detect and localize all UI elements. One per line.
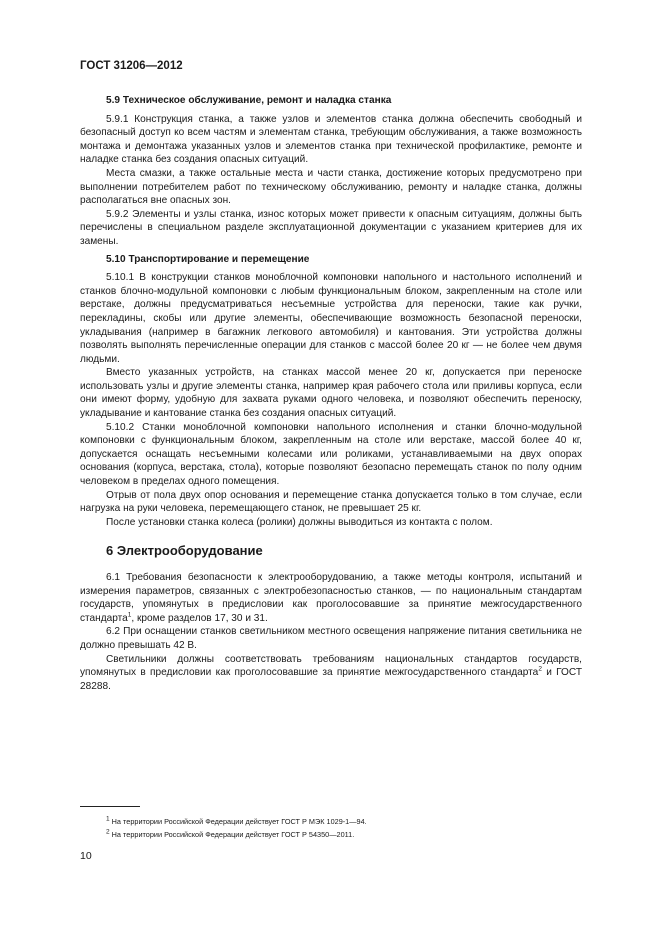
footnote-separator — [80, 806, 140, 807]
paragraph-5-10-1: 5.10.1 В конструкции станков моноблочной компоновки напольного и настольного исполнений и станков блочно-модульной компоновки с любым функциональным блоком, закрепленным на столе или верстаке, должны предусматриваться несъемные устройства для переноски, такие как ручки, перекладины, скобы или другие элементы, обеспечивающие возможность безопасной переноски, укладывания (например в багажник легкового автомобиля) и кантования. Эти устройства должны позволять выполнять перечисленные операции для станков с массой более 20 кг — не более чем двумя людьми. — [80, 272, 582, 365]
paragraph-5-9-1-cont: Места смазки, а также остальные места и части станка, достижение которых предусмотрено при выполнении потребителем работ по техническому обслуживанию, ремонту и наладке станка, должны располагаться вне опасных зон. — [80, 167, 582, 207]
paragraph-6-2-cont-tail: и ГОСТ 28288. — [80, 667, 583, 692]
paragraph-6-1-text: 6.1 Требования безопасности к электрооборудованию, а также методы контроля, испытаний и измерения параметров, связанных с электробезопасностью станков, — по национальным стандартам государств, упомянутых в предисловии как проголосовавшие за принятие межгосударственного стандарта — [80, 572, 582, 624]
paragraph-5-10-2-end: После установки станка колеса (ролики) должны выводиться из контакта с полом. — [106, 516, 493, 528]
footnote-1-mark: 1 — [106, 815, 110, 823]
paragraph-5-10-2-cont: Отрыв от пола двух опор основания и перемещение станка допускается только в том случае, если нагрузка на руки человека, перемещающего станок, не превышает 25 кг. — [80, 489, 582, 515]
section-6-title: 6 Электрооборудование — [106, 543, 263, 559]
footnote-2-mark: 2 — [106, 828, 110, 836]
page-number: 10 — [80, 850, 92, 862]
section-5-10-title: 5.10 Транспортирование и перемещение — [106, 253, 310, 265]
paragraph-6-2: 6.2 При оснащении станков светильником местного освещения напряжение питания светильника не должно превышать 42 В. — [80, 626, 582, 651]
footnote-1 — [106, 815, 367, 828]
paragraph-6-2-cont — [80, 653, 582, 694]
paragraph-5-10-1-cont: Вместо указанных устройств, на станках массой менее 20 кг, допускается при переноске использовать узлы и другие элементы станка, например края рабочего стола или приливы корпуса, если они имеют форму, удобную для захвата руками одного человека, и позволяют обеспечить переноску, укладывание и кантование станка без создания опасных ситуаций. — [80, 367, 582, 420]
footnote-1-text: На территории Российской Федерации действует ГОСТ Р МЭК 1029-1—94. — [109, 817, 367, 826]
footnote-2-text: На территории Российской Федерации действует ГОСТ Р 54350—2011. — [109, 830, 355, 839]
page-header: ГОСТ 31206—2012 — [80, 60, 183, 72]
paragraph-6-2-cont-text: Светильники должны соответствовать требованиям национальных стандартов государств, упомянутых в предисловии как проголосовавшие за принятие межгосударственного стандарта — [80, 653, 582, 679]
section-5-9-title: 5.9 Техническое обслуживание, ремонт и наладка станка — [106, 95, 392, 106]
paragraph-5-9-2: 5.9.2 Элементы и узлы станка, износ которых может привести к опасным ситуациям, должны быть перечислены в специальном разделе эксплуатационной документации с указанием критериев для их замены. — [80, 208, 582, 247]
footnote-2 — [106, 828, 367, 841]
paragraph-6-1-tail: , кроме разделов 17, 30 и 31. — [131, 612, 268, 624]
paragraph-6-1 — [80, 571, 582, 625]
paragraph-5-9-1: 5.9.1 Конструкция станка, а также узлов и элементов станка должна обеспечить свободный и безопасный доступ ко всем частям и элементам станка, требующим обслуживания, а также возможность монтажа и демонтажа указанных узлов и элементов станка при технической профилактике, ремонте и наладке станка без создания опасных ситуаций. — [80, 113, 582, 166]
footnotes — [106, 815, 367, 841]
footnote-ref-2: 2 — [538, 665, 542, 673]
document-body — [80, 94, 582, 693]
paragraph-5-10-2: 5.10.2 Станки моноблочной компоновки напольного исполнения и станки блочно-модульной компоновки с функциональным блоком, закрепленным на столе или верстаке, массой более 40 кг, допускается оснащать несъемными колесами или роликами, устанавливаемыми на двух опорах основания (корпуса, верстака, стола), которые позволяют безопасно перемещать станок по полу одним человеком в пределах одного помещения. — [80, 421, 582, 488]
footnote-ref-1: 1 — [127, 611, 132, 619]
